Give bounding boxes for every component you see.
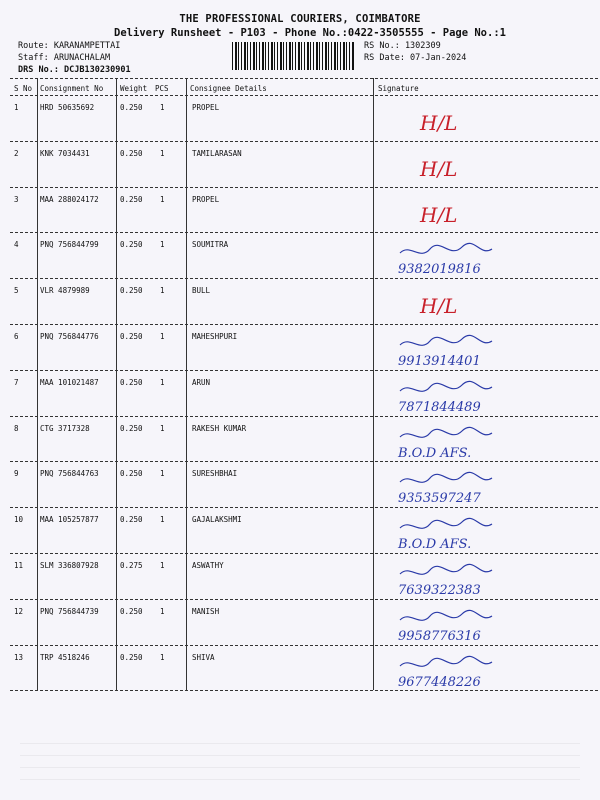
row-sno: 9 — [14, 469, 19, 479]
row-consignee: PROPEL — [192, 194, 220, 204]
row-consignment: PNQ 756844739 — [40, 606, 99, 616]
row-consignee: BULL — [192, 286, 211, 296]
row-sno: 1 — [14, 103, 19, 112]
barcode — [232, 42, 354, 70]
row-consignee: ASWATHY — [192, 561, 224, 570]
handwritten-signature — [380, 514, 590, 556]
signature-text: B.O.D AFS. — [398, 445, 472, 461]
row-separator — [10, 599, 598, 600]
row-weight: 0.250 — [120, 194, 143, 204]
row-weight: 0.250 — [120, 103, 143, 112]
row-sno: 6 — [14, 332, 19, 341]
signature-text: H/L — [420, 156, 458, 181]
row-sno: 4 — [14, 240, 19, 250]
row-weight: 0.250 — [120, 606, 143, 616]
col-consignee: Consignee Details — [190, 84, 267, 93]
row-separator — [10, 141, 598, 142]
drs-number: DRS No.: DCJB130230901 — [18, 65, 131, 75]
row-separator — [10, 416, 598, 417]
company-title: THE PROFESSIONAL COURIERS, COIMBATORE — [179, 13, 421, 25]
staff-label: Staff: ARUNACHALAM — [18, 53, 111, 63]
row-separator — [10, 232, 598, 233]
row-separator — [10, 278, 598, 279]
row-consignment: SLM 336807928 — [40, 561, 99, 570]
row-sno: 3 — [14, 194, 19, 204]
row-weight: 0.275 — [120, 561, 143, 570]
row-pcs: 1 — [160, 515, 165, 525]
handwritten-signature — [380, 194, 590, 236]
route-label: Route: KARANAMPETTAI — [18, 41, 121, 51]
row-sno: 7 — [14, 377, 19, 387]
row-weight: 0.250 — [120, 148, 143, 158]
handwritten-signature — [380, 377, 590, 419]
handwritten-signature — [380, 331, 590, 373]
col-signature: Signature — [378, 84, 419, 93]
faded-backside-print — [20, 740, 580, 780]
row-weight: 0.250 — [120, 240, 143, 250]
handwritten-signature — [380, 239, 590, 281]
signature-text: 9677448226 — [398, 674, 481, 690]
row-consignee: PROPEL — [192, 103, 220, 112]
col-sno: S No — [14, 84, 33, 93]
row-sno: 5 — [14, 286, 19, 296]
handwritten-signature — [380, 560, 590, 602]
row-weight: 0.250 — [120, 515, 143, 525]
row-weight: 0.250 — [120, 286, 143, 296]
row-separator — [10, 553, 598, 554]
row-consignment: TRP 4518246 — [40, 652, 90, 662]
row-consignee: SHIVA — [192, 652, 215, 662]
row-pcs: 1 — [160, 469, 165, 479]
header-rule — [10, 95, 598, 96]
table-top-rule — [10, 78, 598, 79]
signature-text: 7639322383 — [398, 583, 481, 598]
row-consignee: ARUN — [192, 377, 211, 387]
handwritten-signature — [380, 148, 590, 190]
row-pcs: 1 — [160, 332, 165, 341]
rs-number: RS No.: 1302309 — [364, 41, 441, 51]
row-pcs: 1 — [160, 606, 165, 616]
row-separator — [10, 461, 598, 462]
runsheet-subtitle: Delivery Runsheet - P103 - Phone No.:0422-3505555 - Page No.:1 — [114, 27, 506, 39]
row-separator — [10, 370, 598, 371]
row-consignment: PNQ 756844776 — [40, 332, 99, 341]
row-consignee: TAMILARASAN — [192, 148, 242, 158]
row-consignment: HRD 50635692 — [40, 103, 95, 112]
handwritten-signature — [380, 468, 590, 510]
row-sno: 8 — [14, 423, 19, 433]
row-weight: 0.250 — [120, 469, 143, 479]
row-pcs: 1 — [160, 103, 165, 112]
handwritten-signature — [380, 606, 590, 648]
row-separator — [10, 324, 598, 325]
row-consignment: PNQ 756844763 — [40, 469, 99, 479]
row-consignment: MAA 101021487 — [40, 377, 99, 387]
row-consignee: MAHESHPURI — [192, 332, 238, 341]
row-consignee: GAJALAKSHMI — [192, 515, 242, 525]
signature-text: B.O.D AFS. — [398, 537, 472, 553]
row-sno: 11 — [14, 561, 24, 570]
row-pcs: 1 — [160, 652, 165, 662]
row-pcs: 1 — [160, 148, 165, 158]
row-separator — [10, 690, 598, 691]
row-pcs: 1 — [160, 240, 165, 250]
rs-date: RS Date: 07-Jan-2024 — [364, 53, 467, 63]
row-consignee: SOUMITRA — [192, 240, 229, 250]
col-consignment: Consignment No — [40, 84, 104, 93]
row-weight: 0.250 — [120, 377, 143, 387]
signature-text: 9353597247 — [398, 491, 481, 507]
signature-text: 9382019816 — [398, 262, 481, 278]
col-pcs: PCS — [155, 84, 169, 93]
signature-text: H/L — [420, 294, 458, 319]
col-weight: Weight — [120, 84, 148, 93]
handwritten-signature — [380, 423, 590, 465]
row-consignment: VLR 4879989 — [40, 286, 90, 296]
handwritten-signature — [380, 102, 590, 144]
row-separator — [10, 187, 598, 188]
signature-text: H/L — [420, 202, 458, 227]
row-weight: 0.250 — [120, 423, 143, 433]
handwritten-signature — [380, 652, 590, 694]
row-weight: 0.250 — [120, 332, 143, 341]
signature-text: 9913914401 — [398, 354, 481, 369]
row-weight: 0.250 — [120, 652, 143, 662]
row-consignment: CTG 3717328 — [40, 423, 90, 433]
row-pcs: 1 — [160, 194, 165, 204]
row-pcs: 1 — [160, 286, 165, 296]
signature-text: H/L — [420, 111, 458, 135]
handwritten-signature — [380, 285, 590, 327]
row-consignment: MAA 288024172 — [40, 194, 99, 204]
row-sno: 10 — [14, 515, 24, 525]
row-consignment: PNQ 756844799 — [40, 240, 99, 250]
row-consignee: RAKESH KUMAR — [192, 423, 247, 433]
row-consignee: MANISH — [192, 606, 220, 616]
row-consignment: KNK 7034431 — [40, 148, 90, 158]
row-sno: 12 — [14, 606, 24, 616]
row-consignee: SURESHBHAI — [192, 469, 238, 479]
row-consignment: MAA 105257877 — [40, 515, 99, 525]
row-sno: 13 — [14, 652, 24, 662]
row-pcs: 1 — [160, 561, 165, 570]
signature-text: 7871844489 — [398, 399, 481, 415]
row-separator — [10, 645, 598, 646]
row-pcs: 1 — [160, 377, 165, 387]
row-separator — [10, 507, 598, 508]
row-pcs: 1 — [160, 423, 165, 433]
row-sno: 2 — [14, 148, 19, 158]
signature-text: 9958776316 — [398, 628, 481, 644]
